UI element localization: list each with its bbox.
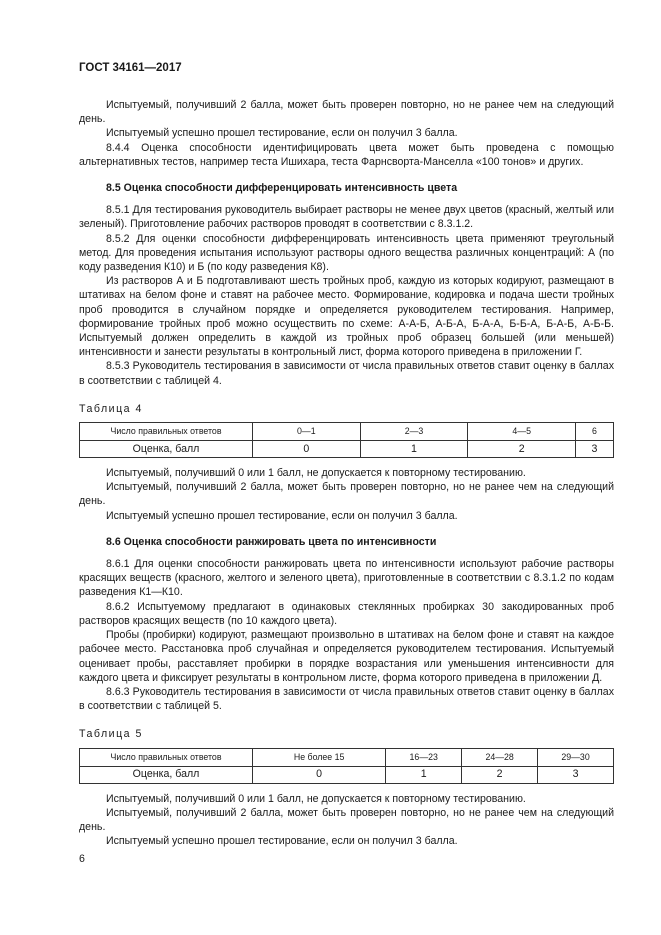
paragraph: Испытуемый успешно прошел тестирование, если он получил 3 балла. <box>106 835 458 848</box>
table-5 <box>79 748 614 784</box>
table-cell: Оценка, балл <box>80 766 253 783</box>
page-number: 6 <box>79 853 85 865</box>
paragraph: Испытуемый успешно прошел тестирование, если он получил 3 балла. <box>106 127 458 140</box>
paragraph: Пробы (пробирки) кодируют, размещают произвольно в штативах на белом фоне и ставят на каждое рабочее место. Расстановка проб случайная и определяется руководителем тестирования. Испытуемый оценивает пробы, расставляет пробирки в порядке возрастания или уменьшения интенсивности для каждого цвета и фиксирует результаты в контрольном листе, форма которого приведена в приложении Д. <box>79 629 614 684</box>
table-cell: 3 <box>576 441 614 458</box>
table-cell: 1 <box>360 441 468 458</box>
table-row <box>80 441 614 458</box>
table-4 <box>79 422 614 458</box>
paragraph: 8.5.3 Руководитель тестирования в зависимости от числа правильных ответов ставит оценку в баллах в соответствии с таблицей 4. <box>79 360 614 387</box>
table-cell: Число правильных ответов <box>80 423 253 441</box>
table-row <box>80 748 614 766</box>
paragraph: Испытуемый, получивший 2 балла, может быть проверен повторно, но не ранее чем на следующий день. <box>79 481 614 508</box>
table-cell: 3 <box>538 766 614 783</box>
paragraph: Испытуемый, получивший 2 балла, может быть проверен повторно, но не ранее чем на следующий день. <box>79 806 614 833</box>
paragraph: 8.4.4 Оценка способности идентифицировать цвета может быть проведена с помощью альтернативных тестов, например теста Ишихара, теста Фарнсворта-Манселла «100 тонов» и других. <box>79 141 614 168</box>
table-cell: Число правильных ответов <box>80 748 253 766</box>
table-cell: 2—3 <box>360 423 468 441</box>
table-cell: 4—5 <box>468 423 576 441</box>
table-cell: 2 <box>468 441 576 458</box>
table-cell: 2 <box>462 766 538 783</box>
paragraph: Испытуемый успешно прошел тестирование, если он получил 3 балла. <box>106 509 458 522</box>
page-content <box>79 98 614 848</box>
document-header: ГОСТ 34161—2017 <box>79 62 182 74</box>
table-cell: 6 <box>576 423 614 441</box>
paragraph: Испытуемый, получивший 0 или 1 балл, не допускается к повторному тестированию. <box>106 467 526 480</box>
table-cell: 16—23 <box>386 748 462 766</box>
table-cell: 0—1 <box>253 423 361 441</box>
table-cell: 29—30 <box>538 748 614 766</box>
paragraph: Из растворов А и Б подготавливают шесть тройных проб, каждую из которых кодируют, размещают в штативах на белом фоне и ставят на рабочее место. Формирование, кодировка и подача шести тройных проб проводится в случайном порядке и определяется руководителем тестирования. Например, формирование тройных проб можно осуществить по схеме: А-А-Б, А-Б-А, Б-А-А, Б-Б-А, Б-А-Б, А-Б-Б. Испытуемый должен определить в каждой из тройных проб образец большей (или меньшей) интенсивности и занести результаты в контрольный лист, форма которого приведена в приложении Г. <box>79 275 614 359</box>
table-caption: Таблица 4 <box>79 402 143 415</box>
section-heading-8-6: 8.6 Оценка способности ранжировать цвета по интенсивности <box>106 535 437 548</box>
table-cell: Оценка, балл <box>80 441 253 458</box>
table-cell: 24—28 <box>462 748 538 766</box>
section-heading-8-5: 8.5 Оценка способности дифференцировать интенсивность цвета <box>106 182 458 195</box>
table-row <box>80 423 614 441</box>
table-cell: 0 <box>253 766 386 783</box>
table-cell: Не более 15 <box>253 748 386 766</box>
paragraph: 8.5.2 Для оценки способности дифференцировать интенсивность цвета применяют треугольный метод. Для проведения испытания используют растворы одного вещества различных концентраций: А (по коду разведения К10) и Б (по коду разведения К8). <box>79 232 614 274</box>
table-caption: Таблица 5 <box>79 728 143 741</box>
table-cell: 1 <box>386 766 462 783</box>
table-row <box>80 766 614 783</box>
paragraph: 8.6.2 Испытуемому предлагают в одинаковых стеклянных пробирках 30 закодированных проб растворов красящих веществ (по 10 каждого цвета). <box>79 600 614 627</box>
table-cell: 0 <box>253 441 361 458</box>
paragraph: 8.5.1 Для тестирования руководитель выбирает растворы не менее двух цветов (красный, желтый или зеленый). Приготовление рабочих растворов проводят в соответствии с 8.3.1.2. <box>79 204 614 231</box>
paragraph: Испытуемый, получивший 0 или 1 балл, не допускается к повторному тестированию. <box>106 792 526 805</box>
paragraph: Испытуемый, получивший 2 балла, может быть проверен повторно, но не ранее чем на следующий день. <box>79 99 614 126</box>
paragraph: 8.6.3 Руководитель тестирования в зависимости от числа правильных ответов ставит оценку в баллах в соответствии с таблицей 5. <box>79 685 614 713</box>
paragraph: 8.6.1 Для оценки способности ранжировать цвета по интенсивности используют рабочие растворы красящих веществ (красного, желтого и зеленого цвета), приготовленные в соответствии с 8.3.1.2 по кодам разведения К1—К10. <box>79 558 614 599</box>
